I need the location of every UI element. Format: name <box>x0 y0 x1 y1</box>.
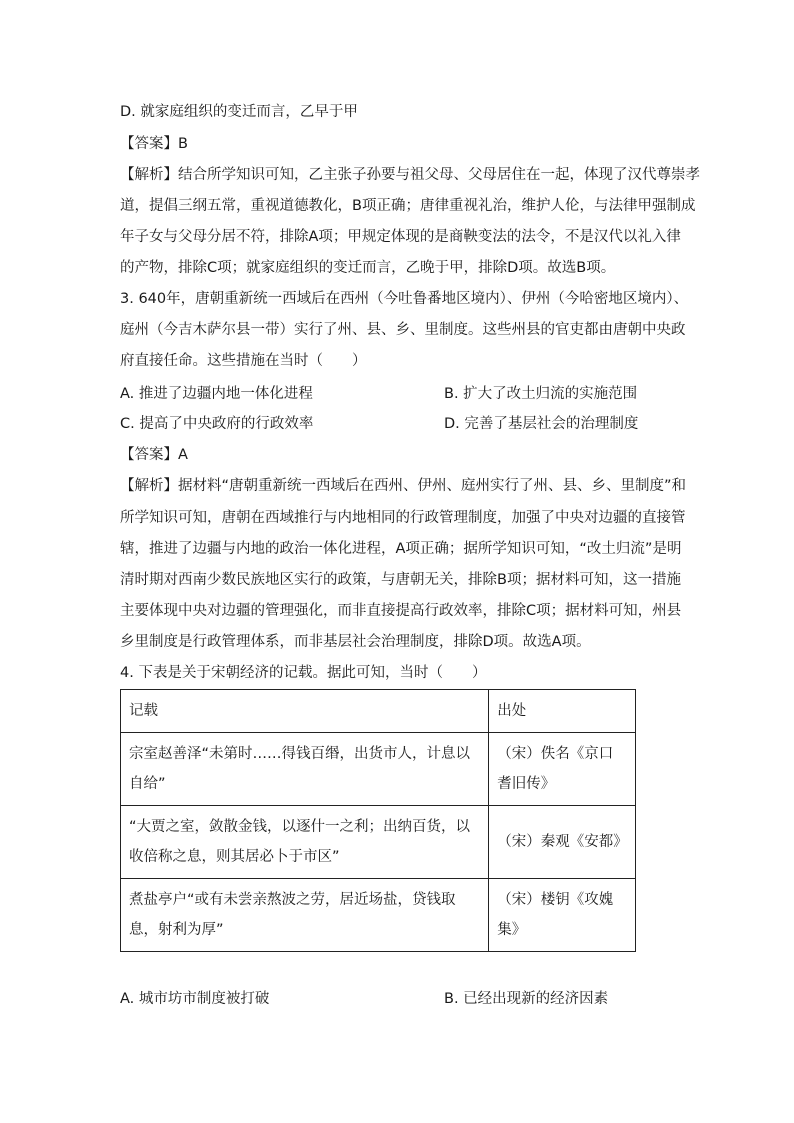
q3-option-c: C. 提高了中央政府的行政效率 <box>120 416 314 432</box>
q4-stem: 4. 下表是关于宋朝经济的记载。据此可知，当时（ ） <box>120 665 487 681</box>
q3-analysis-line: 辖，推进了边疆与内地的政治一体化进程，A项正确；据所学知识可知，“改土归流”是明 <box>120 541 682 557</box>
q3-option-b: B. 扩大了改土归流的实施范围 <box>444 386 638 402</box>
table-cell-source: （宋）佚名《京口耆旧传》 <box>489 733 636 806</box>
q3-stem-line: 3. 640年，唐朝重新统一西域后在西州（今吐鲁番地区境内）、伊州（今哈密地区境内）、 <box>120 291 689 307</box>
q3-analysis-line: 乡里制度是行政管理体系，而非基层社会治理制度，排除D项。故选A项。 <box>120 634 591 650</box>
q3-stem-line: 庭州（今吉木萨尔县一带）实行了州、县、乡、里制度。这些州县的官吏都由唐朝中央政 <box>120 322 686 338</box>
q3-option-d: D. 完善了基层社会的治理制度 <box>444 416 639 432</box>
table-header-cell: 记载 <box>121 690 489 733</box>
q3-analysis-line: 【解析】据材料“唐朝重新统一西域后在西州、伊州、庭州实行了州、县、乡、里制度”和 <box>120 478 687 494</box>
table-row <box>121 733 636 806</box>
table-cell-source: （宋）楼钥《攻媿集》 <box>489 879 636 952</box>
q3-analysis-line: 主要体现中央对边疆的管理强化，而非直接提高行政效率，排除C项；据材料可知，州县 <box>120 603 682 619</box>
q3-analysis-line: 所学知识可知，唐朝在西域推行与内地相同的行政管理制度，加强了中央对边疆的直接管 <box>120 510 686 526</box>
q4-option-b: B. 已经出现新的经济因素 <box>444 991 609 1007</box>
table-cell-record: 宗室赵善泽“未第时……得钱百缗，出货市人，计息以自给” <box>121 733 489 806</box>
q3-option-a: A. 推进了边疆内地一体化进程 <box>120 386 313 402</box>
table-header-row <box>121 690 636 733</box>
table-cell-record: “大贾之室，敛散金钱，以逐什一之利；出纳百货，以收倍称之息，则其居必卜于市区” <box>121 806 489 879</box>
q2-analysis-line: 道，提倡三纲五常，重视道德教化，B项正确；唐律重视礼治，维护人伦，与法律甲强制成 <box>120 198 696 214</box>
table-cell-record: 煮盐亭户“或有未尝亲熬波之劳，居近场盐，贷钱取息，射利为厚” <box>121 879 489 952</box>
q3-stem-line: 府直接任命。这些措施在当时（ ） <box>120 353 367 369</box>
q2-option-d: D. 就家庭组织的变迁而言，乙早于甲 <box>120 104 358 120</box>
table-row <box>121 879 636 952</box>
q2-analysis-line: 的产物，排除C项；就家庭组织的变迁而言，乙晚于甲，排除D项。故选B项。 <box>120 260 616 276</box>
table-row <box>121 806 636 879</box>
q3-analysis-line: 清时期对西南少数民族地区实行的政策，与唐朝无关，排除B项；据材料可知，这一措施 <box>120 572 681 588</box>
q4-option-a: A. 城市坊市制度被打破 <box>120 991 270 1007</box>
table-header-cell: 出处 <box>489 690 636 733</box>
q2-analysis-line: 年子女与父母分居不符，排除A项；甲规定体现的是商鞅变法的法令，不是汉代以礼入律 <box>120 229 681 245</box>
q2-analysis-line: 【解析】结合所学知识可知，乙主张子孙要与祖父母、父母居住在一起，体现了汉代尊崇孝 <box>120 167 700 183</box>
q3-answer: 【答案】A <box>120 447 188 463</box>
q4-record-table <box>120 689 636 952</box>
q2-answer: 【答案】B <box>120 136 188 152</box>
table-cell-source: （宋）秦观《安都》 <box>489 806 636 879</box>
